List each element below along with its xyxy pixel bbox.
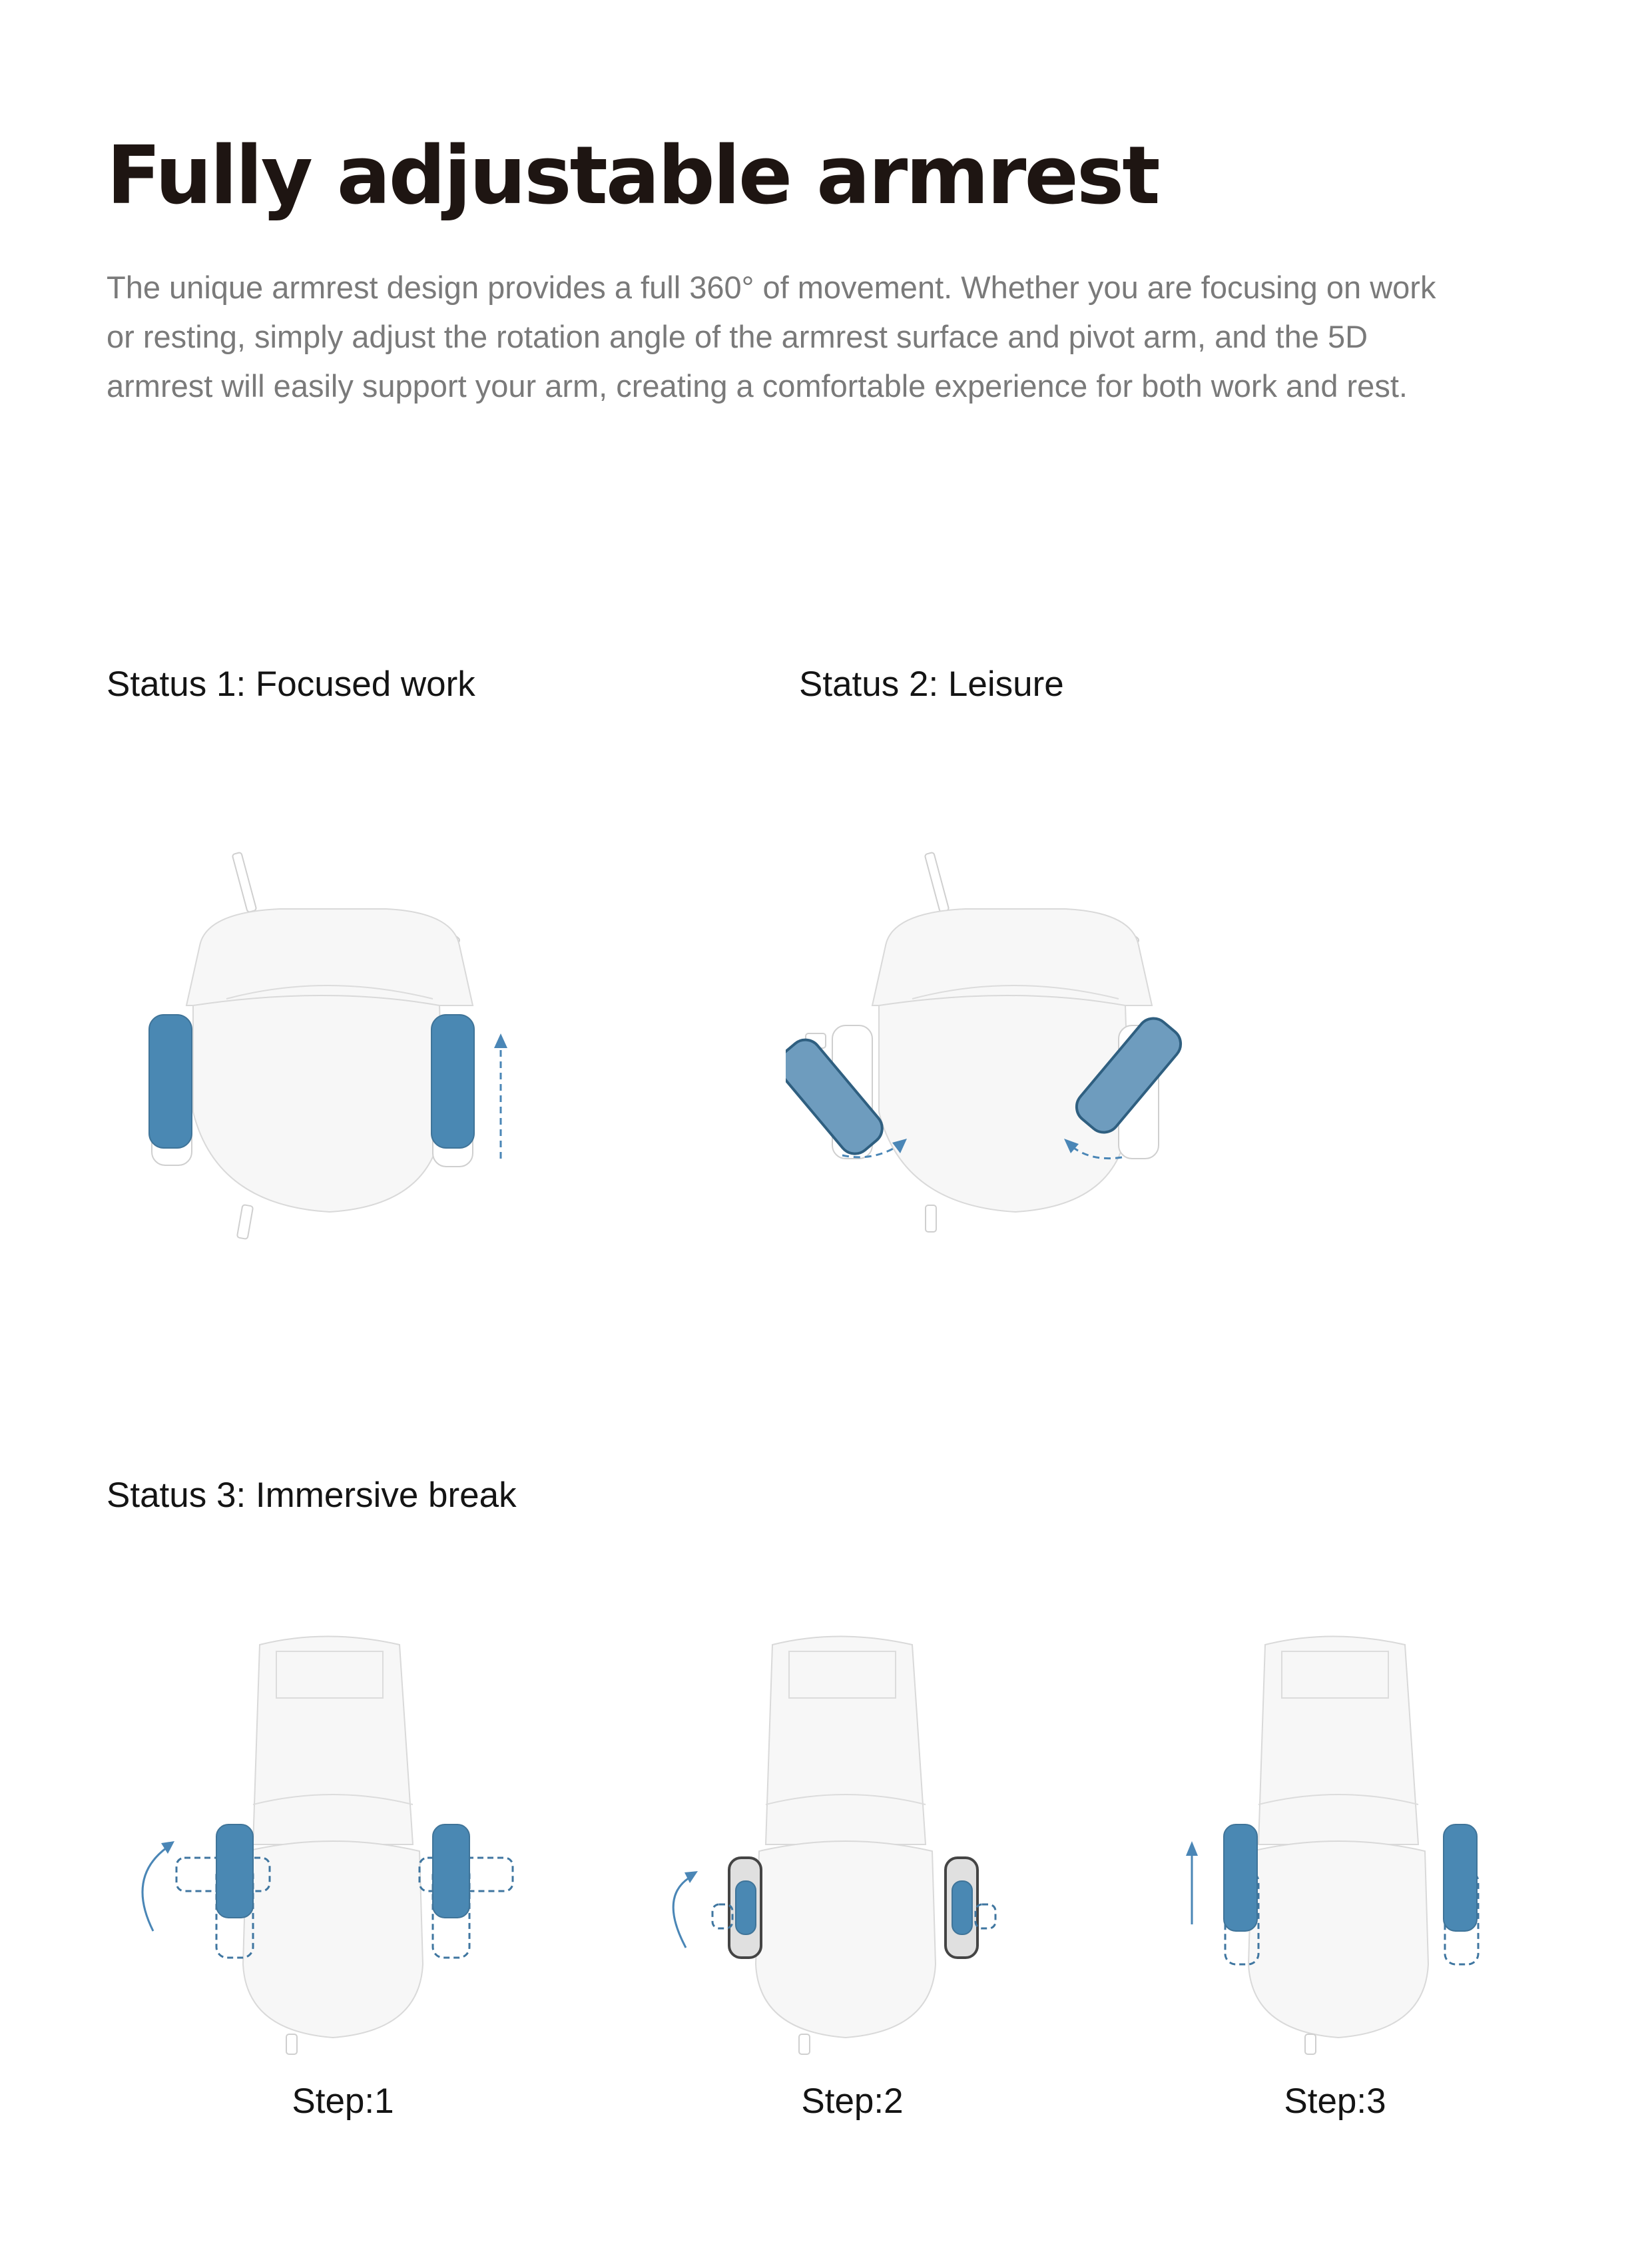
armrest-right-pad <box>1444 1824 1477 1931</box>
step-1-illustration <box>127 1631 526 2058</box>
step-2-label: Step:2 <box>801 2082 904 2121</box>
armrest-left-pad <box>149 1015 192 1148</box>
page-description: The unique armrest design provides a full 360° of movement. Whether you are focusing on work or resting, simply adjust the rotation angle of the armrest surface and pivot arm, and the 5D armrest will easily support your arm, creating a comfortable experience for both work and rest. <box>107 270 1436 404</box>
status-3-label: Status 3: Immersive break <box>107 1476 517 1515</box>
status-1-label: Status 1: Focused work <box>107 665 475 704</box>
armrest-left-pad <box>736 1881 756 1934</box>
status-2-label: Status 2: Leisure <box>799 665 1064 704</box>
armrest-right-pad <box>431 1015 474 1148</box>
step-1-label: Step:1 <box>292 2082 394 2121</box>
armrest-right-pad <box>433 1824 469 1918</box>
armrest-left-pad <box>1224 1824 1257 1931</box>
armrest-right-pad <box>952 1881 972 1934</box>
chair-illustration-focused-work <box>107 846 546 1245</box>
chair-illustration-leisure <box>786 846 1212 1245</box>
step-3-illustration <box>1172 1631 1492 2058</box>
step-3-label: Step:3 <box>1284 2082 1386 2121</box>
page-title: Fully adjustable armrest <box>107 130 1159 222</box>
step-2-illustration <box>659 1631 1032 2058</box>
armrest-left-pad <box>216 1824 253 1918</box>
